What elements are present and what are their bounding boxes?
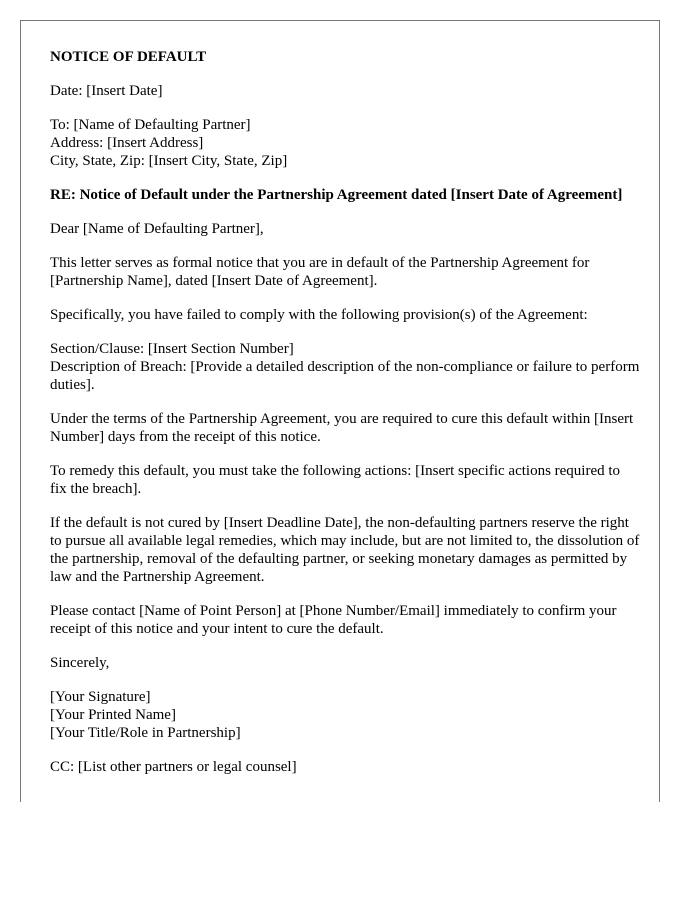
date-line: Date: [Insert Date] <box>50 83 163 99</box>
intro-paragraph: This letter serves as formal notice that you are in default of the Partnership Agreement for [Partnership Name], dated [Insert Date of Agreement]. <box>50 255 590 289</box>
recipient-address-line: Address: [Insert Address] <box>50 135 204 151</box>
title-role-line: [Your Title/Role in Partnership] <box>50 725 241 741</box>
contact-paragraph: Please contact [Name of Point Person] at [Phone Number/Email] immediately to confirm your receipt of this notice and your intent to cure the default. <box>50 603 617 637</box>
salutation: Dear [Name of Defaulting Partner], <box>50 221 264 237</box>
signature-block <box>50 688 640 742</box>
consequence-paragraph: If the default is not cured by [Insert Deadline Date], the non-defaulting partners reserve the right to pursue all available legal remedies, which may include, but are not limited to, the dissolution of the partnership, removal of the defaulting partner, or seeking monetary damages as permitted by law and the Partnership Agreement. <box>50 515 640 585</box>
recipient-name-line: To: [Name of Defaulting Partner] <box>50 117 251 133</box>
section-clause-line: Section/Clause: [Insert Section Number] <box>50 341 294 357</box>
document-title: NOTICE OF DEFAULT <box>50 49 207 65</box>
breach-description-line: Description of Breach: [Provide a detailed description of the non-compliance or failure to perform duties]. <box>50 359 640 393</box>
recipient-city-line: City, State, Zip: [Insert City, State, Zip] <box>50 153 288 169</box>
printed-name-line: [Your Printed Name] <box>50 707 176 723</box>
signature-line: [Your Signature] <box>50 689 151 705</box>
letter-body <box>50 48 640 792</box>
specific-paragraph: Specifically, you have failed to comply with the following provision(s) of the Agreement: <box>50 307 588 323</box>
document-page <box>20 20 660 802</box>
breach-details <box>50 340 640 394</box>
cc-line: CC: [List other partners or legal counsel] <box>50 759 297 775</box>
recipient-block <box>50 116 640 170</box>
cure-paragraph: Under the terms of the Partnership Agreement, you are required to cure this default within [Insert Number] days from the receipt of this notice. <box>50 411 634 445</box>
remedy-paragraph: To remedy this default, you must take the following actions: [Insert specific actions required to fix the breach]. <box>50 463 621 497</box>
subject-line: RE: Notice of Default under the Partnership Agreement dated [Insert Date of Agreement] <box>50 187 623 203</box>
closing: Sincerely, <box>50 655 110 671</box>
